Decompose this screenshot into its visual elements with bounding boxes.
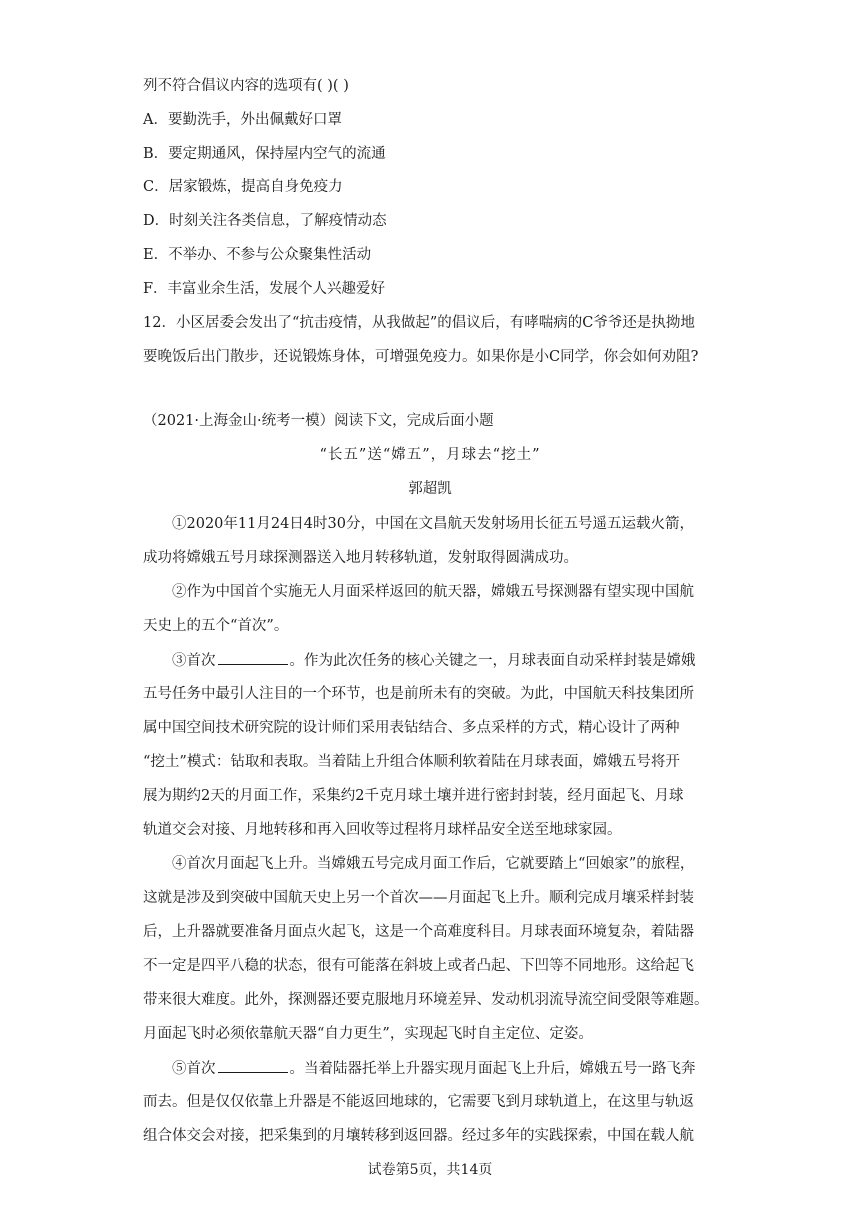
paragraph-3-line-5: 展为期约2天的月面工作，采集约2千克月球土壤并进行密封封装，经月面起飞、月球 xyxy=(143,788,684,804)
page-footer: 试卷第5页，共14页 xyxy=(367,1162,493,1178)
paragraph-5-prefix: ⑤首次 xyxy=(172,1061,216,1077)
reading-title: “长五”送“嫦五”，月球去“挖土” xyxy=(319,447,541,463)
paragraph-3-line-4: “挖土”模式：钻取和表取。当着陆上升组合体顺利软着陆在月球表面，嫦娥五号将开 xyxy=(143,754,680,770)
paragraph-5-line-1-rest: 。当着陆器托举上升器实现月面起飞上升后，嫦娥五号一路飞奔 xyxy=(289,1061,696,1077)
paragraph-1-line-2: 成功将嫦娥五号月球探测器送入地月转移轨道，发射取得圆满成功。 xyxy=(143,550,578,566)
fill-blank-2[interactable] xyxy=(218,1058,288,1073)
paragraph-3-line-1 xyxy=(172,650,752,671)
question-12-line-2: 要晚饭后出门散步，还说锻炼身体，可增强免疫力。如果你是小C同学，你会如何劝阻? xyxy=(143,349,699,365)
option-f: F．丰富业余生活，发展个人兴趣爱好 xyxy=(143,281,386,297)
paragraph-3-line-3: 属中国空间技术研究院的设计师们采用表钻结合、多点采样的方式，精心设计了两种 xyxy=(143,720,680,736)
paragraph-3-line-6: 轨道交会对接、月地转移和再入回收等过程将月球样品安全送至地球家园。 xyxy=(143,822,622,838)
paragraph-1-line-1: ①2020年11月24日4时30分，中国在文昌航天发射场用长征五号遥五运载火箭， xyxy=(172,516,694,532)
reading-author: 郭超凯 xyxy=(408,481,452,497)
question-11-stem: 列不符合倡议内容的选项有( )( ) xyxy=(143,78,349,94)
option-c: C．居家锻炼，提高自身免疫力 xyxy=(143,179,343,195)
paragraph-2-line-1: ②作为中国首个实施无人月面采样返回的航天器，嫦娥五号探测器有望实现中国航 xyxy=(172,584,694,600)
reading-source: （2021·上海金山·统考一模）阅读下文，完成后面小题 xyxy=(143,413,494,429)
question-12-line-1: 12．小区居委会发出了“抗击疫情，从我做起”的倡议后，有哮喘病的C爷爷还是执拗地 xyxy=(143,315,695,331)
paragraph-3-line-2: 五号任务中最引人注目的一个环节，也是前所未有的突破。为此，中国航天科技集团所 xyxy=(143,686,694,702)
paragraph-2-line-2: 天史上的五个“首次”。 xyxy=(143,618,289,634)
option-e: E．不举办、不参与公众聚集性活动 xyxy=(143,247,372,263)
option-d: D．时刻关注各类信息，了解疫情动态 xyxy=(143,213,387,229)
paragraph-5-line-1 xyxy=(172,1058,752,1079)
paragraph-4-line-1: ④首次月面起飞上升。当嫦娥五号完成月面工作后，它就要踏上“回娘家”的旅程， xyxy=(172,856,695,872)
paragraph-4-line-4: 不一定是四平八稳的状态，很有可能落在斜坡上或者凸起、下凹等不同地形。这给起飞 xyxy=(143,958,694,974)
paragraph-4-line-2: 这就是涉及到突破中国航天史上另一个首次——月面起飞上升。顺利完成月壤采样封装 xyxy=(143,890,694,906)
paragraph-5-line-2: 而去。但是仅仅依靠上升器是不能返回地球的，它需要飞到月球轨道上，在这里与轨返 xyxy=(143,1094,694,1110)
paragraph-4-line-6: 月面起飞时必须依靠航天器“自力更生”，实现起飞时自主定位、定姿。 xyxy=(143,1026,593,1042)
option-a: A．要勤洗手，外出佩戴好口罩 xyxy=(143,112,342,128)
paragraph-4-line-3: 后，上升器就要准备月面点火起飞，这是一个高难度科目。月球表面环境复杂，着陆器 xyxy=(143,924,694,940)
paragraph-3-prefix: ③首次 xyxy=(172,653,216,669)
paragraph-3-line-1-rest: 。作为此次任务的核心关键之一，月球表面自动采样封装是嫦娥 xyxy=(289,653,696,669)
option-b: B．要定期通风，保持屋内空气的流通 xyxy=(143,146,386,162)
fill-blank-1[interactable] xyxy=(218,650,288,665)
paragraph-4-line-5: 带来很大难度。此外，探测器还要克服地月环境差异、发动机羽流导流空间受限等难题。 xyxy=(143,992,709,1008)
paragraph-5-line-3: 组合体交会对接，把采集到的月壤转移到返回器。经过多年的实践探索，中国在载人航 xyxy=(143,1128,694,1144)
